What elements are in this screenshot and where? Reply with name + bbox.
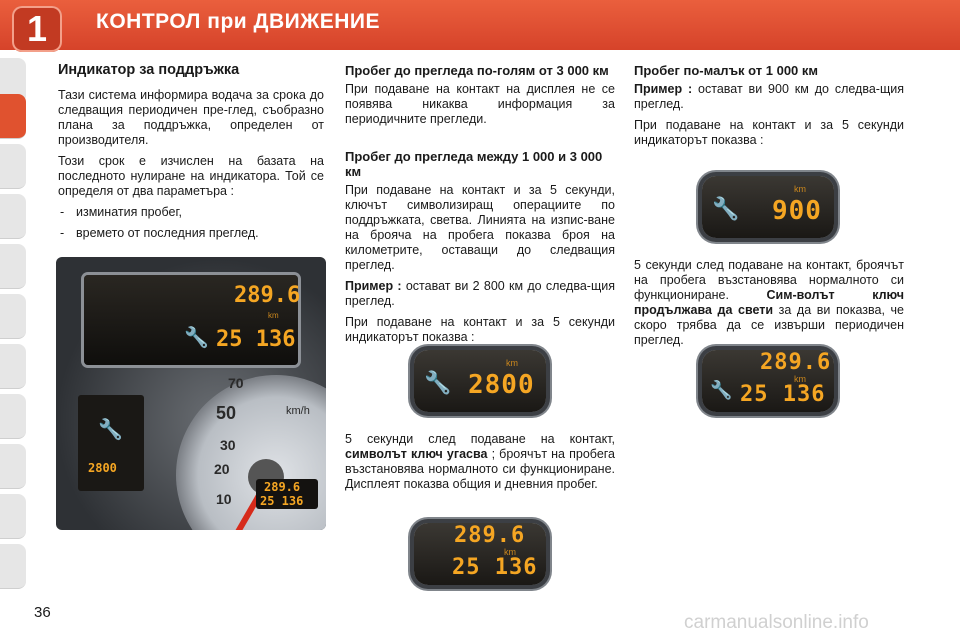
display-panel-2800 xyxy=(414,350,546,412)
column-mileage-ranges xyxy=(345,63,615,351)
paragraph-text: ; броячът на пробега възстановява нормалното си функциониране. Дисплеят показва общия и дневния пробег. xyxy=(345,447,616,491)
chapter-tab[interactable] xyxy=(0,394,26,439)
column-maintenance-indicator xyxy=(58,63,324,247)
display-trip-value: 289.6 xyxy=(234,283,301,308)
paragraph-text: 5 секунди след подаване на контакт, броячът на пробега възстановява нормалното си функциониране. xyxy=(634,258,904,302)
paragraph: Тази система информира водача за срока до следващия периодичен пре-глед, съобразно плана за поддръжка, определен от производителя. xyxy=(58,88,324,147)
page-title: КОНТРОЛ при ДВИЖЕНИЕ xyxy=(96,10,380,33)
example-label: Пример : xyxy=(345,279,402,293)
paragraph xyxy=(345,432,615,492)
paragraph: При подаване на контакт и за 5 секунди, ключът символизиращ операциите по поддръжката, светва. Линията на изпис-ване на брояча на пробега показва броя на километрите, оставащи до следващия преглед. xyxy=(345,183,615,272)
chapter-tab[interactable] xyxy=(0,494,26,539)
wrench-icon: 🔧 xyxy=(712,196,740,221)
odometer-total: 25 136 xyxy=(260,494,304,508)
gauge-unit: km/h xyxy=(286,405,310,417)
paragraph-text: за да ви показва, че скоро трябва да се извърши периодичен преглед. xyxy=(634,303,904,347)
km-unit: km xyxy=(506,358,518,368)
gauge-label: 10 xyxy=(216,491,232,507)
wrench-icon: 🔧 xyxy=(184,327,209,349)
section-title: Пробег до прегледа между 1 000 и 3 000 км xyxy=(345,149,603,179)
odometer-trip: 289.6 xyxy=(264,480,301,494)
chapter-tab-active[interactable] xyxy=(0,94,26,139)
km-unit: km xyxy=(504,547,516,557)
paragraph: Този срок е изчислен на базата на последното нулиране на индикатора. Той се определя от два параметъра : xyxy=(58,154,324,198)
display-km-unit: km xyxy=(268,311,279,320)
remaining-km-value: 900 xyxy=(772,196,822,226)
section-title: Пробег до прегледа по-голям от 3 000 км xyxy=(345,63,609,78)
km-unit: km xyxy=(794,374,806,384)
total-value: 25 136 xyxy=(740,382,826,407)
paragraph xyxy=(634,82,904,112)
chapter-tab[interactable] xyxy=(0,294,26,339)
paragraph-text: 5 секунди след подаване на контакт, xyxy=(345,432,615,446)
paragraph xyxy=(345,279,615,309)
paragraph: При подаване на контакт и за 5 секунди индикаторът показва : xyxy=(634,118,904,147)
dashboard-mini-display xyxy=(78,395,144,491)
gauge-label: 50 xyxy=(216,403,237,423)
total-value: 25 136 xyxy=(452,555,538,580)
chapter-tab[interactable] xyxy=(0,194,26,239)
dashboard-photo xyxy=(56,257,326,530)
trip-value: 289.6 xyxy=(760,350,832,375)
paragraph: При подаване на контакт и за 5 секунди индикаторът показва : xyxy=(345,315,615,344)
chapter-tab[interactable] xyxy=(0,544,26,589)
gauge-label: 30 xyxy=(220,437,236,453)
column-wrench-off xyxy=(345,432,615,498)
chapter-tab-rail xyxy=(0,58,40,578)
gauge-label: 20 xyxy=(214,461,230,477)
wrench-icon: 🔧 xyxy=(98,419,123,441)
paragraph: При подаване на контакт на дисплея не се появява никаква информация за периодичните прегледи. xyxy=(345,82,615,126)
parameter-list xyxy=(58,205,324,241)
example-label: Пример : xyxy=(634,82,693,96)
chapter-tab[interactable] xyxy=(0,144,26,189)
column-under-1000 xyxy=(634,63,904,154)
section-title: Индикатор за поддръжка xyxy=(58,62,240,78)
km-unit: km xyxy=(794,184,806,194)
remaining-km-value: 2800 xyxy=(468,370,535,400)
display-panel-total-wrench xyxy=(702,350,834,412)
list-item: - времето от последния преглед. xyxy=(58,226,324,241)
display-panel-total xyxy=(414,523,546,585)
chapter-tab[interactable] xyxy=(0,244,26,289)
dashboard-odometer xyxy=(256,479,318,509)
example-text: остават ви 2 800 км до следва-щия преглед. xyxy=(345,279,615,308)
column-wrench-stays xyxy=(634,258,904,354)
display-total-value: 25 136 xyxy=(216,327,296,352)
display-panel-900 xyxy=(702,176,834,238)
mini-display-value: 2800 xyxy=(88,461,117,475)
section-title: Пробег по-малък от 1 000 км xyxy=(634,63,819,78)
wrench-icon: 🔧 xyxy=(424,370,452,395)
emphasis-text: Сим-волът ключ продължава да свети xyxy=(634,288,904,317)
paragraph xyxy=(634,258,904,348)
wrench-icon: 🔧 xyxy=(710,380,733,400)
chapter-header xyxy=(0,0,960,50)
list-item: - изминатия пробег, xyxy=(58,205,324,220)
page-number: 36 xyxy=(34,604,51,621)
trip-value: 289.6 xyxy=(454,523,526,548)
gauge-label: 70 xyxy=(228,375,244,391)
chapter-number: 1 xyxy=(12,6,62,52)
dashboard-display xyxy=(84,275,301,365)
chapter-tab[interactable] xyxy=(0,444,26,489)
watermark: carmanualsonline.info xyxy=(684,612,869,633)
emphasis-text: символът ключ угасва xyxy=(345,447,488,461)
example-text: остават ви 900 км до следва-щия преглед. xyxy=(634,82,904,111)
chapter-tab[interactable] xyxy=(0,344,26,389)
